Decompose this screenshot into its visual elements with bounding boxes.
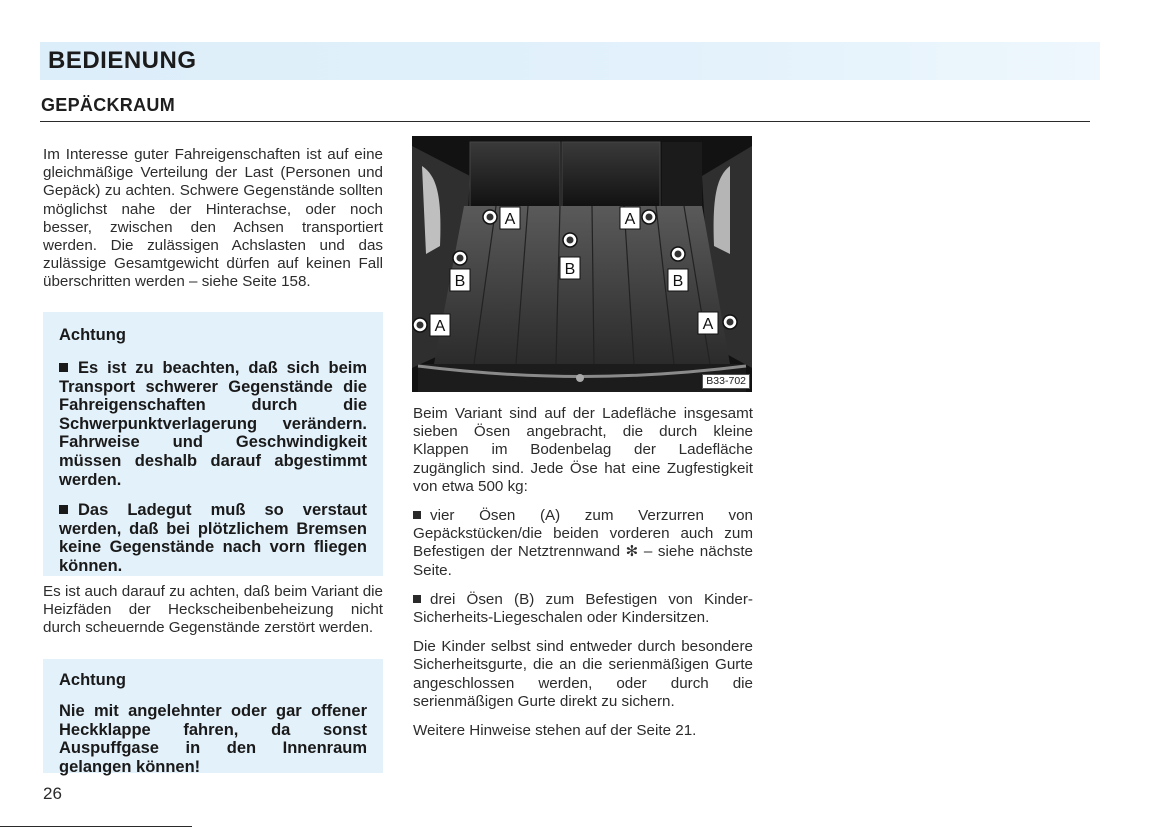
warning-box-1 [43, 312, 383, 576]
section-header-bar [40, 42, 1100, 80]
section-title: BEDIENUNG [48, 47, 197, 74]
bullet-icon [413, 595, 421, 603]
svg-text:A: A [504, 211, 516, 228]
page-number: 26 [43, 784, 62, 803]
heating-paragraph: Es ist auch darauf zu achten, daß beim Variant die Heizfäden der Heckscheibenbeheizung nicht durch scheuernde Gegenstände zerstört werden. [43, 583, 383, 637]
svg-text:B: B [454, 273, 466, 290]
children-paragraph: Die Kinder selbst sind entweder durch besondere Sicherheitsgurte, die an die serienmäßigen Gurte angeschlossen werden, oder durch die serienmäßigen Gurte direkt zu sichern. [413, 638, 753, 710]
cargo-area-figure [412, 136, 752, 392]
eyelet-b-left [450, 251, 470, 291]
cargo-floor-illustration [412, 136, 752, 392]
warning-title: Achtung [59, 671, 126, 689]
footer-rule [0, 826, 192, 827]
svg-text:B: B [564, 261, 576, 278]
warning-item-2: Das Ladegut muß so verstaut werden, daß bei plötzlichem Bremsen keine Gegenstände nach vorn fliegen können. [59, 501, 367, 575]
svg-text:A: A [434, 318, 446, 335]
eyelet-b-right [668, 247, 688, 291]
bullet-icon [59, 363, 68, 372]
svg-text:A: A [624, 211, 636, 228]
figure-code-label: B33-702 [702, 374, 750, 389]
warning-box-2 [43, 659, 383, 776]
warning-text: Nie mit angelehnter oder gar offener Heckklappe fahren, da sonst Auspuffgase in den Innenraum gelangen können! [59, 702, 367, 776]
bullet-eyelets-b: drei Ösen (B) zum Befestigen von Kinder-Sicherheits-Liegeschalen oder Kindersitzen. [413, 590, 753, 627]
warning-title: Achtung [59, 326, 126, 344]
header-rule [40, 121, 1090, 122]
warning-item-1: Es ist zu beachten, daß sich beim Transport schwerer Gegenstände die Fahreigenschaften durch die Schwerpunktverlagerung verändern. Fahrweise und Geschwindigkeit müssen deshalb darauf abgestimmt werden. [59, 359, 367, 489]
intro-paragraph: Im Interesse guter Fahreigenschaften ist auf eine gleichmäßige Verteilung der Last (Personen und Gepäck) zu achten. Schwere Gegenstände sollten möglichst nahe der Hinterachse, oder noch besser, zwischen den Achsen transportiert werden. Die zulässigen Achslasten und das zulässige Gesamtgewicht dürfen auf keinen Fall überschritten werden – siehe Seite 158. [43, 146, 383, 291]
bullet-icon [413, 511, 421, 519]
further-notes-paragraph: Weitere Hinweise stehen auf der Seite 21. [413, 722, 697, 740]
eyelets-paragraph: Beim Variant sind auf der Ladefläche insgesamt sieben Ösen angebracht, die durch kleine Klappen im Bodenbelag der Ladefläche zugänglich sind. Jede Öse hat eine Zugfestigkeit von etwa 500 kg: [413, 405, 753, 495]
svg-text:A: A [702, 316, 714, 333]
bullet-eyelets-a: vier Ösen (A) zum Verzurren von Gepäckstücken/die beiden vorderen auch zum Befestigen der Netztrennwand ✻ – siehe nächste Seite. [413, 507, 753, 579]
right-column [413, 405, 753, 740]
bullet-icon [59, 505, 68, 514]
svg-text:B: B [672, 273, 684, 290]
subsection-title: GEPÄCKRAUM [41, 95, 176, 115]
